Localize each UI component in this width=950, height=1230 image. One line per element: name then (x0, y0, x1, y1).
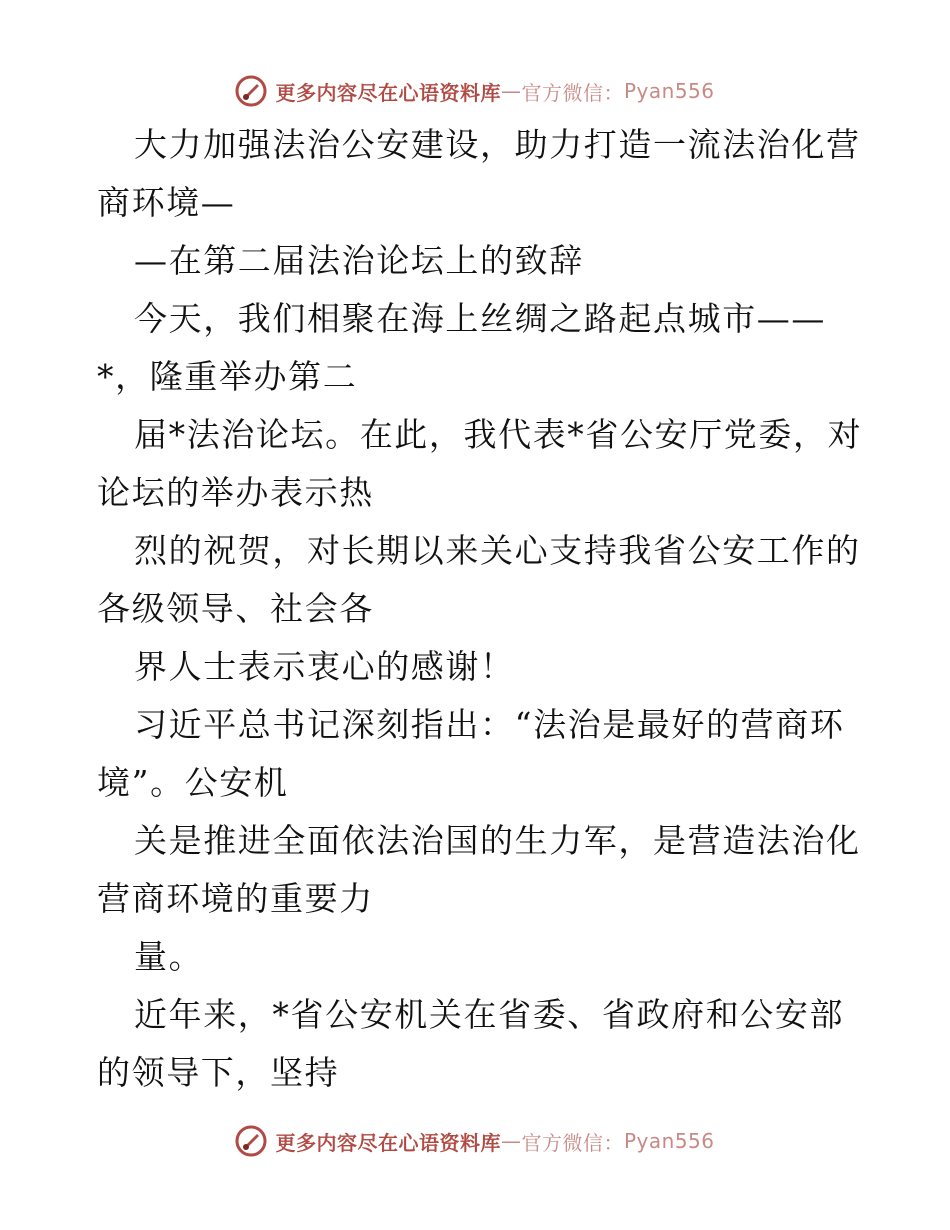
paragraph-line: 量。 (134, 937, 204, 976)
paragraph-line: 境”。公安机 (97, 763, 289, 802)
watermark-site-name: 更多内容尽在心语资料库 (275, 1130, 501, 1155)
paragraph-line: 各级领导、社会各 (97, 589, 374, 628)
paragraph-line: 论坛的举办表示热 (97, 473, 374, 512)
paragraph-line: 届*法治论坛。在此，我代表*省公安厅党委，对 (134, 415, 863, 454)
document-body (97, 116, 863, 1102)
watermark-text (275, 77, 714, 106)
paragraph-line: 营商环境的重要力 (97, 879, 374, 918)
watermark-wechat-label: 官方微信： (521, 1130, 624, 1155)
paragraph-line: 今天，我们相聚在海上丝绸之路起点城市—— (134, 299, 826, 338)
watermark-wechat-label: 官方微信： (521, 80, 624, 105)
paragraph-line: 近年来，*省公安机关在省委、省政府和公安部 (134, 995, 845, 1034)
watermark-dash: — (500, 79, 522, 103)
subtitle-line: —在第二届法治论坛上的致辞 (134, 241, 584, 280)
brush-seal-icon (235, 1125, 267, 1157)
paragraph-line: 习近平总书记深刻指出：“法治是最好的营商环 (134, 705, 845, 744)
paragraph-line: *，隆重举办第二 (97, 357, 358, 396)
paragraph-line: 烈的祝贺，对长期以来关心支持我省公安工作的 (134, 531, 861, 570)
footer-watermark (0, 1124, 950, 1158)
title-line-2: 商环境— (97, 183, 236, 222)
header-watermark (0, 74, 950, 108)
paragraph-line: 关是推进全面依法治国的生力军，是营造法治化 (134, 821, 861, 860)
watermark-dash: — (500, 1129, 522, 1153)
brush-seal-icon (235, 75, 267, 107)
watermark-wechat-id: Pyan556 (623, 1129, 715, 1153)
watermark-wechat-id: Pyan556 (623, 79, 715, 103)
title-line-1: 大力加强法治公安建设，助力打造一流法治化营 (134, 125, 861, 164)
paragraph-line: 的领导下，坚持 (97, 1053, 340, 1092)
watermark-text (275, 1127, 714, 1156)
paragraph-line: 界人士表示衷心的感谢！ (134, 647, 515, 686)
watermark-site-name: 更多内容尽在心语资料库 (275, 80, 501, 105)
